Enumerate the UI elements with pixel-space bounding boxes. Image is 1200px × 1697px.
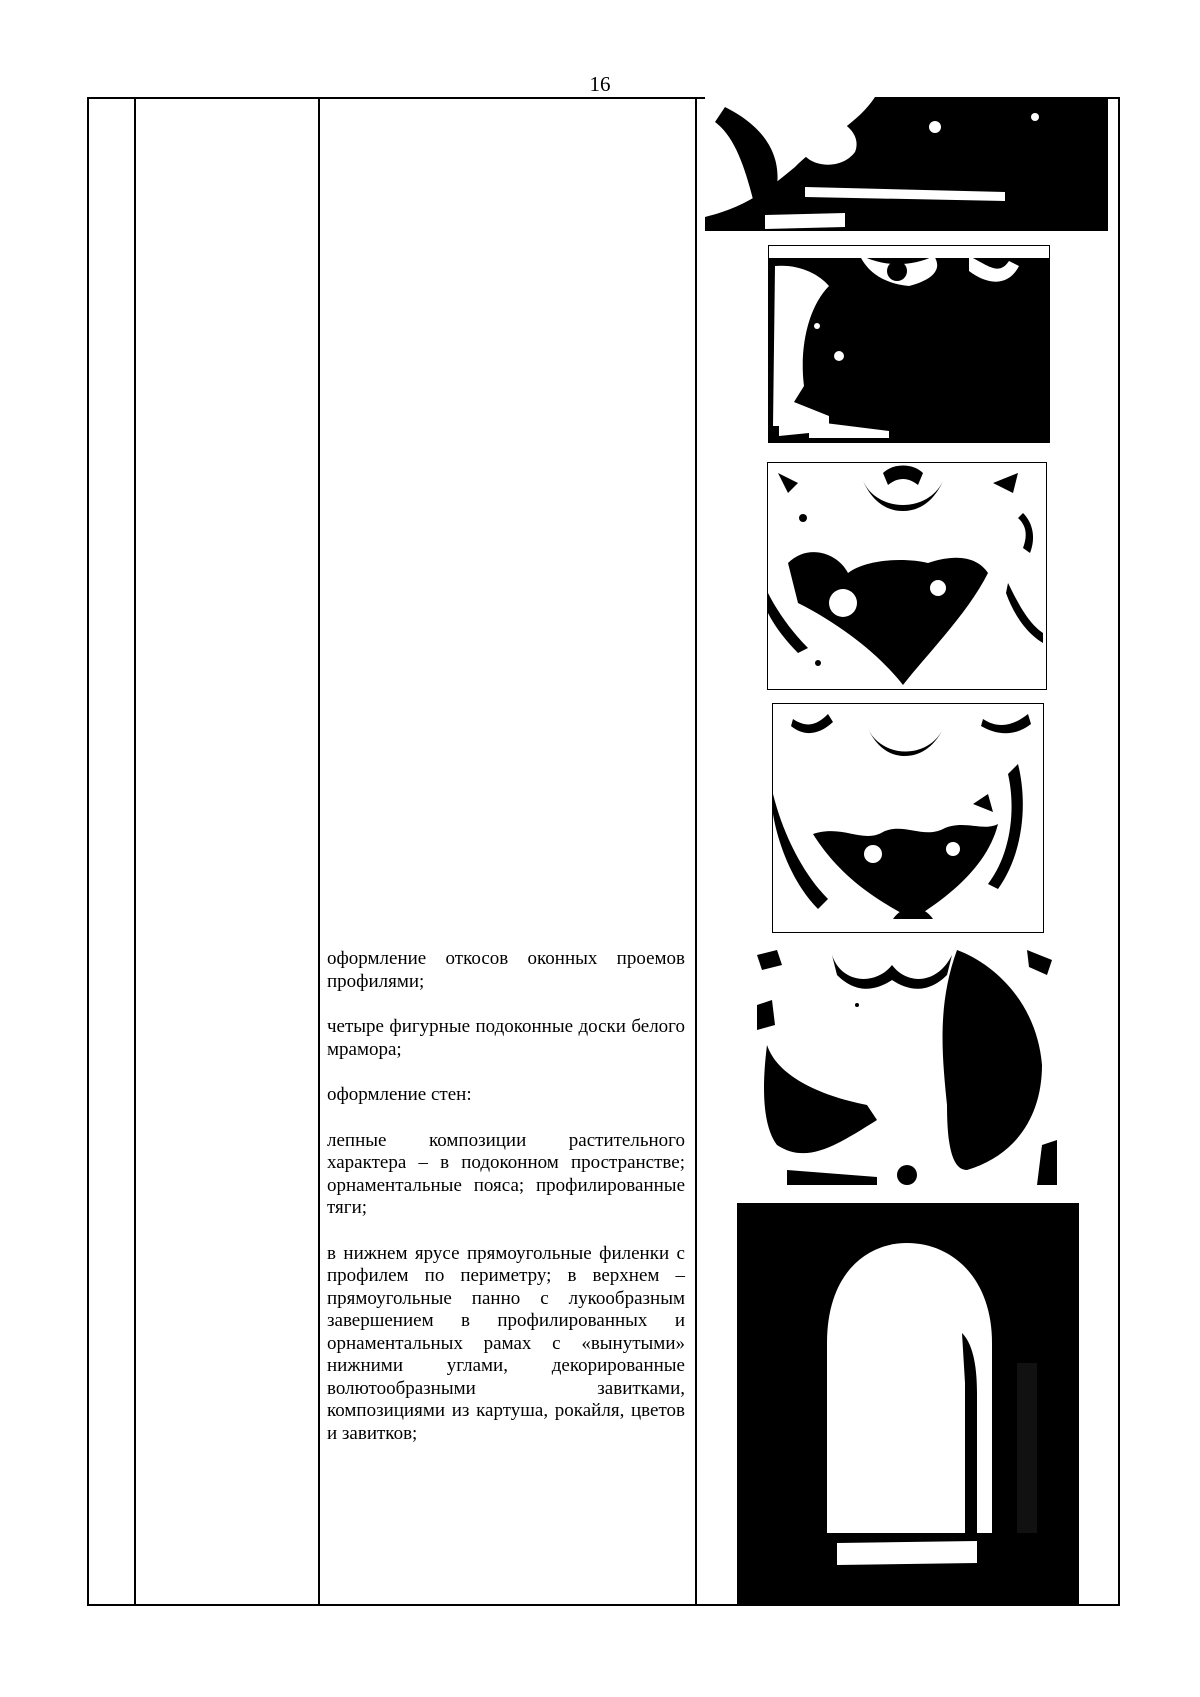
photo-sill-panel-1 (768, 245, 1050, 443)
column-divider-1 (134, 99, 136, 1604)
photo-arched-window (737, 1203, 1079, 1606)
photo-wall-panel (757, 945, 1057, 1185)
photo-sill-panel-2 (767, 462, 1047, 690)
paragraph-panels: в нижнем ярусе прямоугольные филенки с профилем по периметру; в верхнем – прямоугольные панно с лукообразным завершением в профилированных и орнаментальных рамах с «вынутыми» нижними углами, декорированные волютообразными завитками, композициями из картуша, рокайля, цветов и завитков; (327, 1242, 685, 1444)
page-number: 16 (589, 72, 611, 96)
paragraph-window-slopes: оформление откосов оконных проемов профилями; (327, 948, 685, 992)
paragraph-window-sills: четыре фигурные подоконные доски белого мрамора; (327, 1016, 685, 1060)
paragraph-stucco-compositions: лепные композиции растительного характера – в подоконном пространстве; орнаментальные пояса; профилированные тяги; (327, 1129, 685, 1218)
paragraph-walls-heading: оформление стен: (327, 1084, 472, 1105)
column-divider-2 (318, 99, 320, 1604)
photo-cornice-detail (705, 97, 1108, 231)
column-divider-3 (695, 99, 697, 1604)
description-text (327, 948, 685, 1445)
photo-sill-panel-3 (772, 703, 1044, 933)
